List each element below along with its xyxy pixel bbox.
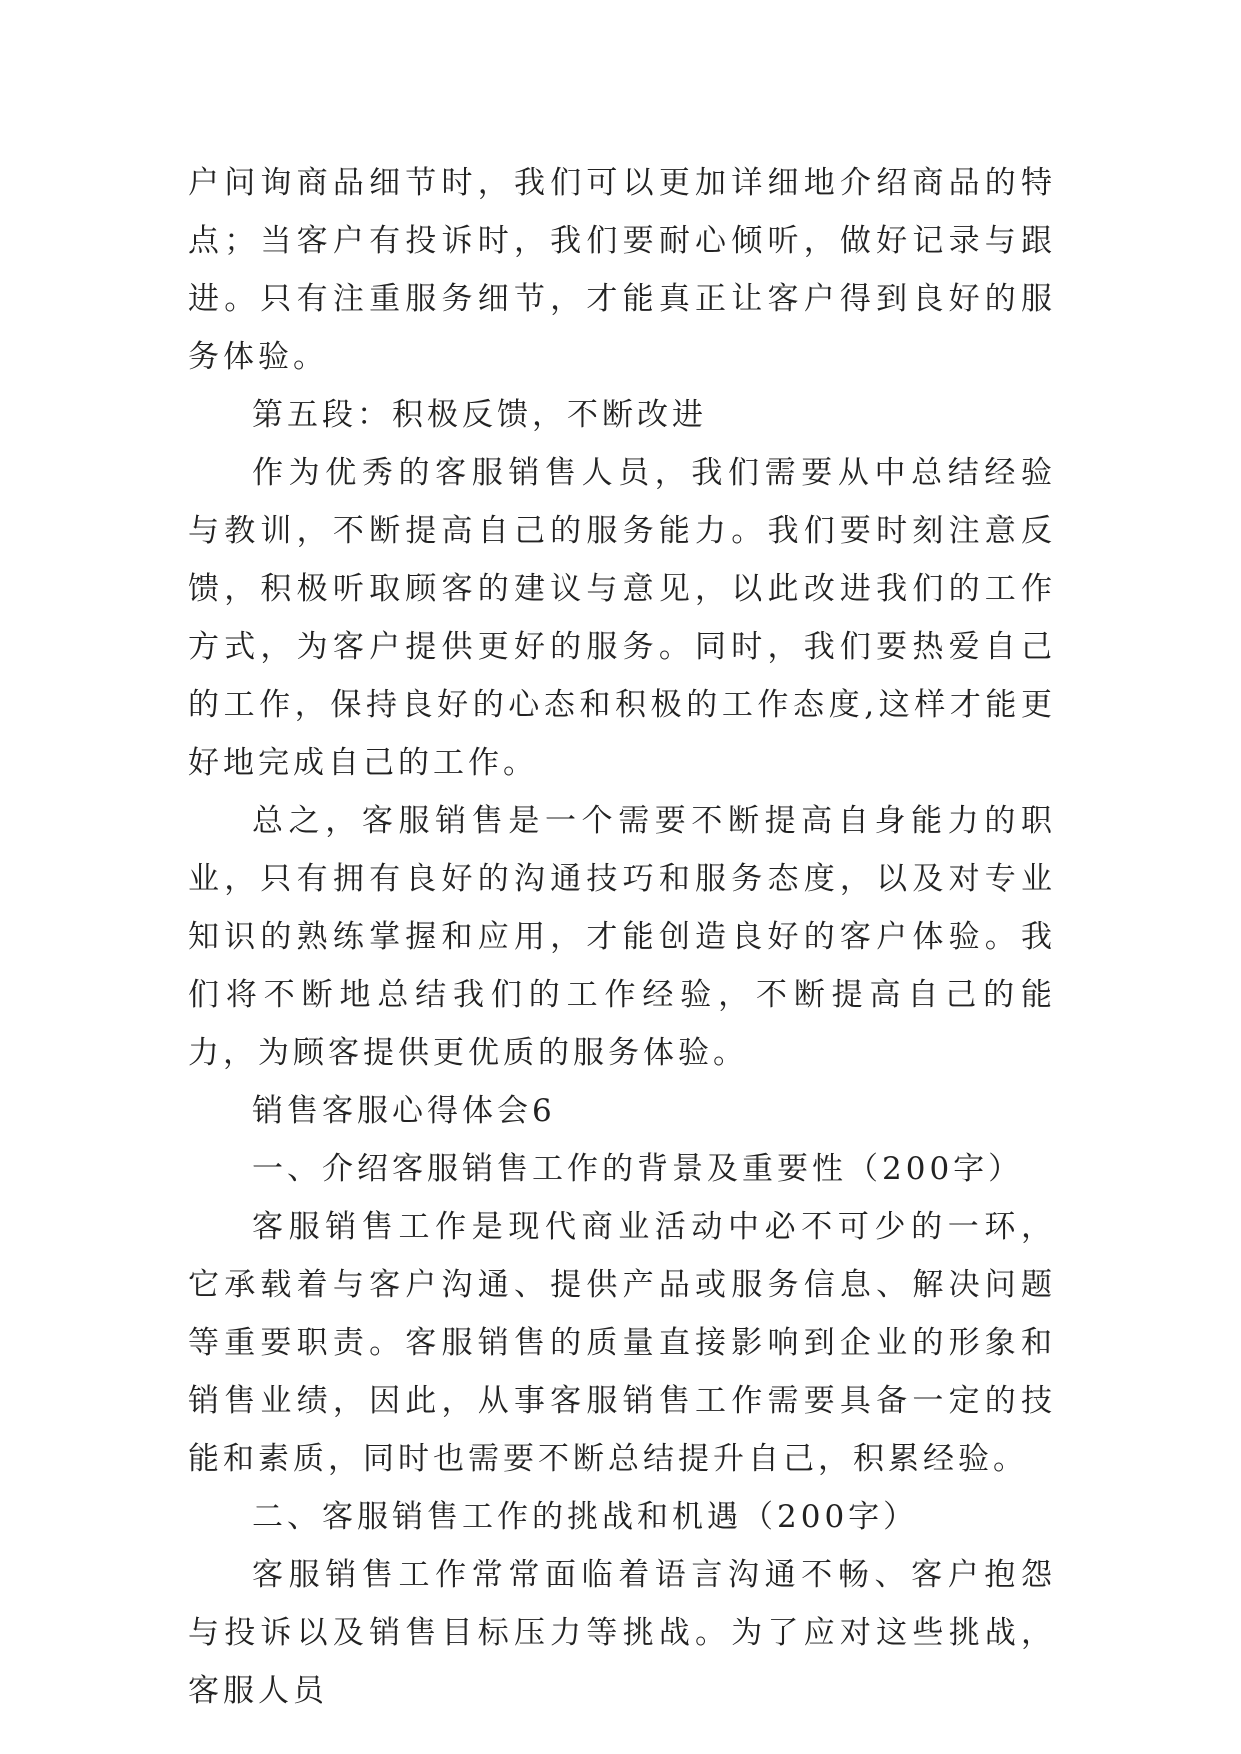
paragraph-conclusion: 总之，客服销售是一个需要不断提高自身能力的职业，只有拥有良好的沟通技巧和服务态度，以及对专业知识的熟练掌握和应用，才能创造良好的客户体验。我们将不断地总结我们的工作经验，不断提高自己的能力，为顾客提供更优质的服务体验。 bbox=[188, 803, 1056, 1071]
section-heading-challenges: 二、客服销售工作的挑战和机遇（200字） bbox=[252, 1499, 919, 1535]
article-title: 销售客服心得体会6 bbox=[252, 1093, 556, 1129]
section-heading-feedback: 第五段：积极反馈，不断改进 bbox=[252, 397, 707, 433]
paragraph-challenges: 客服销售工作常常面临着语言沟通不畅、客户抱怨与投诉以及销售目标压力等挑战。为了应对这些挑战，客服人员 bbox=[188, 1557, 1056, 1709]
paragraph-feedback: 作为优秀的客服销售人员，我们需要从中总结经验与教训，不断提高自己的服务能力。我们要时刻注意反馈，积极听取顾客的建议与意见，以此改进我们的工作方式，为客户提供更好的服务。同时，我们要热爱自己的工作，保持良好的心态和积极的工作态度,这样才能更好地完成自己的工作。 bbox=[188, 455, 1056, 781]
document-body bbox=[188, 154, 1056, 1720]
paragraph-background: 客服销售工作是现代商业活动中必不可少的一环，它承载着与客户沟通、提供产品或服务信息、解决问题等重要职责。客服销售的质量直接影响到企业的形象和销售业绩，因此，从事客服销售工作需要具备一定的技能和素质，同时也需要不断总结提升自己，积累经验。 bbox=[188, 1209, 1056, 1477]
paragraph-service-details: 户问询商品细节时，我们可以更加详细地介绍商品的特点；当客户有投诉时，我们要耐心倾听，做好记录与跟进。只有注重服务细节，才能真正让客户得到良好的服务体验。 bbox=[188, 165, 1056, 375]
section-heading-background: 一、介绍客服销售工作的背景及重要性（200字） bbox=[252, 1151, 1024, 1187]
